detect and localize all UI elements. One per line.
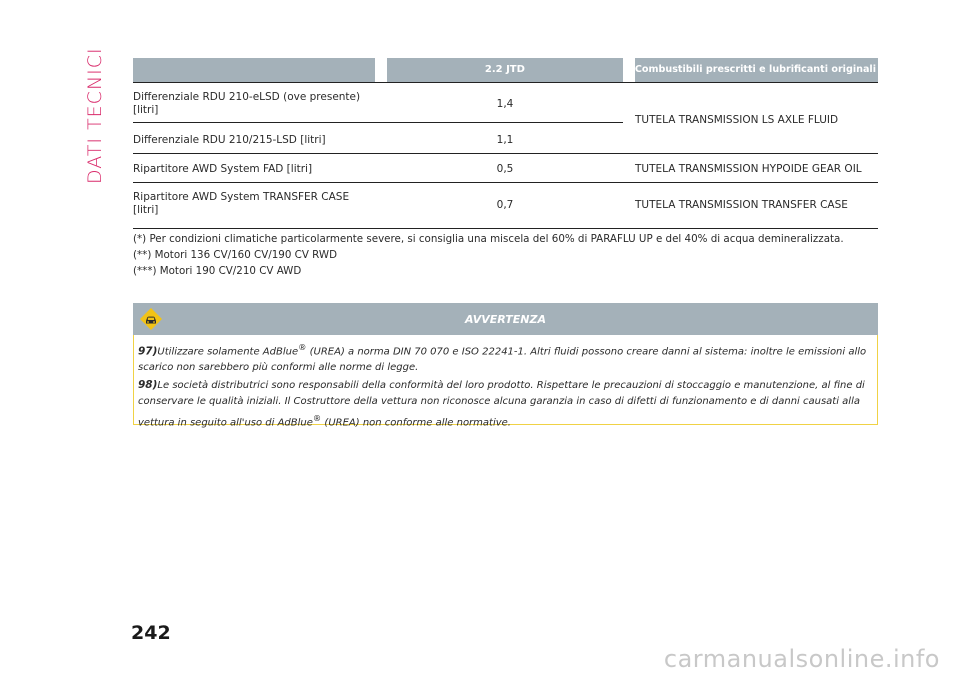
- table-body: [133, 82, 878, 229]
- watermark: carmanualsonline.info: [663, 645, 940, 673]
- warning-title: AVVERTENZA: [465, 313, 546, 326]
- warning-header: [133, 303, 878, 335]
- warning-box: [133, 303, 878, 427]
- lubricant-name: TUTELA TRANSMISSION HYPOIDE GEAR OIL: [635, 163, 862, 175]
- table-row-label: Differenziale RDU 210-eLSD (ove presente) [litri]: [133, 91, 361, 116]
- table-row-value: 1,1: [496, 134, 514, 146]
- header-lubricants: Combustibili prescritti e lubrificanti originali: [635, 58, 878, 82]
- lubricants-table: [133, 58, 878, 229]
- footnote: (*) Per condizioni climatiche particolarmente severe, si consiglia una miscela del 60% di PARAFLU UP e del 40% di acqua demineralizzata.: [133, 233, 844, 245]
- lubricant-name: TUTELA TRANSMISSION LS AXLE FLUID: [635, 114, 839, 126]
- footnote: (***) Motori 190 CV/210 CV AWD: [133, 265, 302, 277]
- warning-body: [133, 335, 878, 429]
- table-row-label: Ripartitore AWD System FAD [litri]: [133, 163, 313, 175]
- table-row-label: Differenziale RDU 210/215-LSD [litri]: [133, 134, 326, 146]
- warning-item: 97)Utilizzare solamente AdBlue® (UREA) a norma DIN 70 070 e ISO 22241-1. Altri fluidi possono creare danni al sistema: inoltre le emissioni allo scarico non sarebbero più conformi alle norme di legge.: [138, 342, 867, 374]
- table-row-value: 0,7: [496, 199, 514, 211]
- header-cell-empty: [133, 58, 375, 82]
- warning-item: 98)Le società distributrici sono responsabili della conformità del loro prodotto. Rispettare le precauzioni di stoccaggio e manutenzione, al fine di conservare le qualità iniziali. Il Costruttore della vettura non riconosce alcuna garanzia in caso di difetti di funzionamento e di danni causati alla vettura in seguito all'uso di AdBlue® (UREA) non conforme alle normative.: [138, 379, 865, 429]
- table-row-value: 0,5: [496, 163, 514, 175]
- table-row-label: Ripartitore AWD System TRANSFER CASE [litri]: [133, 191, 350, 216]
- table-header: [133, 58, 878, 82]
- footnote: (**) Motori 136 CV/160 CV/190 CV RWD: [133, 249, 338, 261]
- lubricant-name: TUTELA TRANSMISSION TRANSFER CASE: [635, 199, 848, 211]
- table-row-value: 1,4: [496, 98, 514, 110]
- footnotes: [133, 231, 844, 279]
- section-side-title: DATI TECNICI: [84, 47, 106, 184]
- header-engine: 2.2 JTD: [387, 58, 623, 82]
- page-number: 242: [131, 622, 171, 644]
